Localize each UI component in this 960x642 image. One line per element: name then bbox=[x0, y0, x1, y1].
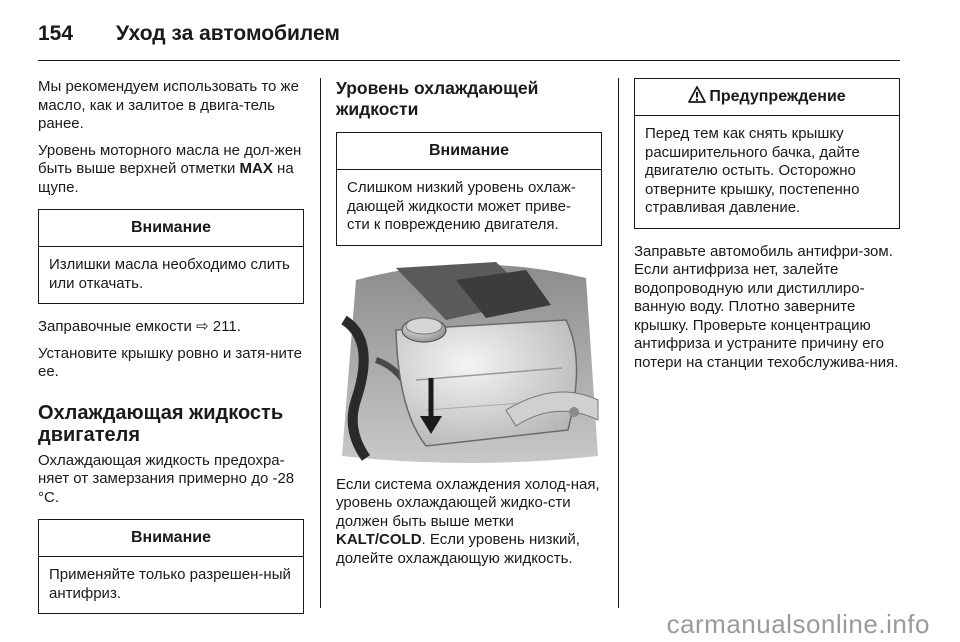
warning-triangle-icon bbox=[688, 86, 706, 103]
paragraph-antifreeze-refill: Заправьте автомобиль антифри-зом. Если антифриза нет, залейте водопроводную или дистиллиро-ванную воду. Плотно заверните крышку. Проверьте концентрацию антифриза и устраните причину его потери на станции техобслужива-ния. bbox=[634, 242, 899, 371]
column-1 bbox=[38, 78, 304, 628]
page-number: 154 bbox=[38, 22, 74, 45]
caution-text: Слишком низкий уровень охлаж-дающей жидкости может приве-сти к повреждению двигателя. bbox=[347, 179, 576, 233]
caution-box-antifreeze bbox=[38, 519, 304, 614]
paragraph-install-cap: Установите крышку ровно и затя-ните ее. bbox=[38, 344, 302, 380]
caution-title: Внимание bbox=[39, 520, 303, 557]
paragraph-capacities-ref: Заправочные емкости ⇨ 211. bbox=[38, 318, 241, 335]
caution-box-oil-excess bbox=[38, 209, 304, 304]
header-divider bbox=[38, 60, 900, 61]
caution-text: Применяйте только разрешен-ный антифриз. bbox=[49, 566, 291, 602]
warning-text: Перед тем как снять крышку расширительного бачка, дайте двигателю остыть. Осторожно отверните крышку, постепенно стравливая давление. bbox=[645, 125, 860, 216]
page-reference-link[interactable]: 211. bbox=[208, 318, 241, 335]
warning-box-hot-coolant bbox=[634, 78, 900, 229]
heading-coolant-level: Уровень охлаждающей жидкости bbox=[336, 78, 539, 119]
max-mark-label: MAX bbox=[239, 160, 273, 177]
caution-title: Внимание bbox=[337, 133, 601, 170]
caution-title: Внимание bbox=[39, 210, 303, 247]
page-reference-arrow-icon: ⇨ bbox=[196, 318, 209, 335]
column-divider-2 bbox=[618, 78, 619, 608]
heading-engine-coolant: Охлаждающая жидкость двигателя bbox=[38, 401, 284, 446]
coolant-reservoir-photo bbox=[336, 260, 602, 464]
column-2 bbox=[336, 78, 602, 576]
column-divider-1 bbox=[320, 78, 321, 608]
paragraph-oil-recommendation: Мы рекомендуем использовать то же масло, как и залитое в двига-тель ранее. bbox=[38, 78, 299, 132]
section-title: Уход за автомобилем bbox=[116, 22, 340, 45]
caution-text: Излишки масла необходимо слить или откачать. bbox=[49, 256, 290, 292]
paragraph-coolant-cold-level: Если система охлаждения холод-ная, уровень охлаждающей жидко-сти должен быть выше метки KALT/COLD. Если уровень низкий, долейте охлаждающую жидкость. bbox=[336, 475, 600, 567]
page-header bbox=[38, 14, 900, 54]
paragraph-oil-level: Уровень моторного масла не дол-жен быть выше верхней отметки MAX на щупе. bbox=[38, 141, 302, 196]
column-3 bbox=[634, 78, 900, 380]
warning-header bbox=[635, 79, 899, 116]
kalt-cold-mark-label: KALT/COLD bbox=[336, 531, 422, 548]
caution-box-low-coolant bbox=[336, 132, 602, 246]
paragraph-coolant-protection: Охлаждающая жидкость предохра-няет от замерзания примерно до -28 °C. bbox=[38, 451, 295, 506]
warning-title: Предупреждение bbox=[709, 88, 846, 105]
watermark-text: carmanualsonline.info bbox=[666, 609, 930, 639]
